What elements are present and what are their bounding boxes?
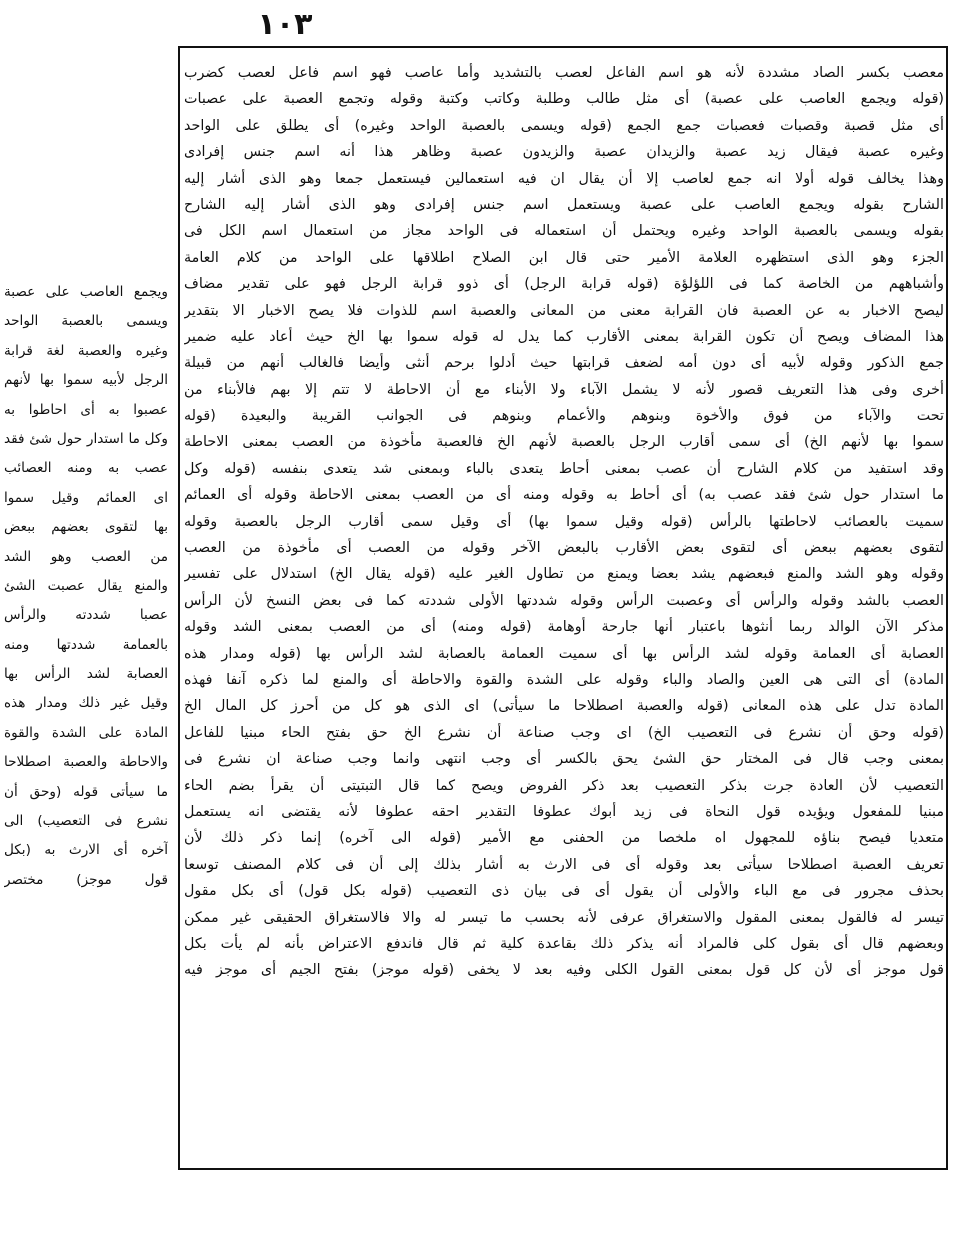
text-line: معصب بكسر الصاد مشددة لأنه هو اسم الفاعل لعصب بالتشديد وأما عاصب فهو اسم فاعل لعصب كضرب (184, 65, 944, 81)
text-line: وغيره عصبة فيقال زيد عصبة والزيدان عصبة والزيدون عصبة وظاهر هذا أنه اسم جنس إفرادى (184, 144, 944, 161)
text-line: وأشباههم من الخاصة كما فى اللؤلؤة (قوله قرابة الرجل) أى ذوو قرابة الرجل فهو على تقدير مضاف (184, 276, 944, 293)
text-line: ليصح الاخبار به عن العصبة فان القرابة معنى من المعانى والعصبة اسم للذوات فلا يصح الاخبار الا بتقدير (184, 302, 944, 319)
margin-line: ويسمى بالعصبة الواحد (4, 313, 168, 330)
text-line: قول موجز أى لأن كل قول بمعنى القول الكلى وفيه بعد لا يخفى (قوله موجز) بفتح الجيم أى موجز فيه (184, 962, 944, 979)
text-line: ما استدار حول شئ فقد عصب به) أى أحاط به وقوله ومنه أى من العصب بمعنى الاحاطة وقوله أى العمائم (184, 487, 944, 504)
margin-line: قول موجز) مختصر (4, 871, 168, 888)
margin-line: والمنع يقال عصبت الشئ (4, 577, 168, 594)
margin-matn-text (4, 278, 168, 895)
margin-line: بالعمامة شددتها ومنه (4, 636, 168, 653)
text-line: العصب بالشد وقوله والرأس أى وعصبت الرأس وقوله شددتها الأولى شددته كما فى بعض النسخ لأن الرأس (184, 592, 944, 609)
text-line: مبنيا للمفعول ويؤيده قول النحاة فى زيد أبوك عطوفا التقدير احقه عطوفا لأنه يقتضى انه يستعمل (184, 803, 944, 820)
margin-line: ما سيأتى قوله (وحق أن (4, 783, 168, 800)
margin-line: عصب به ومنه العصائب (4, 460, 168, 477)
text-line: (قوله وحق أن نشرع فى التعصيب الخ) اى وجب صناعة أن نشرع الخ حق بفتح الحاء مبنيا للفاعل (184, 724, 944, 741)
text-line: الجزء وهو الذى استظهره العلامة الأمير حتى قال ابن الصلاح اطلاقها على الواحد من كلام العامة (184, 249, 944, 266)
text-line: العصابة أى العمامة وقوله لشد الرأس بها أى سميت العمامة بالعصابة لشد الرأس بها (قوله ومدار هذه (184, 645, 944, 662)
text-line: وقوله وهو الشد والمنع فبعضهم يشد بعضا ويمنع من تطاول الغير عليه (قوله يقال الخ) استدلال على تفسير (184, 566, 944, 583)
text-line: المادة) أى التى هى العين والصاد والباء وقوله على الشدة والقوة والاحاطة أى والمنع لما ذكره آنفا فهذه (184, 671, 944, 688)
text-line: هذا المضاف ويصح أن تكون القرابة بمعنى الأقارب كما يدل له قوله سموا بها الخ حيث أعاد عليه ضمير (184, 328, 944, 345)
margin-line: وغيره والعصبة لغة قرابة (4, 342, 168, 359)
text-line: وقد استفيد من كلام الشارح أن عصب بمعنى أحاط يتعدى بالباء وبمعنى شد يتعدى بنفسه (قوله وكل (184, 460, 944, 477)
margin-line: نشرع فى التعصيب) الى (4, 813, 168, 830)
page-number: ١٠٣ (257, 7, 313, 42)
margin-line: بها لتقوى بعضهم ببعض (4, 519, 168, 536)
text-line: جمع الذكور وقوله لأبيه أى دون أمه لضعف قرابتها حيث أدلوا برحم أنثى وأيضا فالغالب أنهم من قبيلة (184, 355, 944, 372)
text-line: مذكر الآن الوالد ربما أنثوها باعتبار أنها جارحة أوهامة (قوله ومنه) أى من العصب بمعنى الشد وقوله (184, 619, 944, 636)
margin-line: الرجل لأبيه سموا بها لأنهم (4, 372, 168, 389)
text-line: المادة تدل على هذه المعانى (قوله والعصبة اصطلاحا ما سيأتى) اى الذى هو كل من أحرز كل المال الخ (184, 698, 944, 715)
text-line: لتقوى بعضهم ببعض أى لتقوى بعض الأقارب بالبعض الآخر وقوله من العصب أى مأخوذة من العصب (184, 540, 944, 557)
text-line: أى مثل قصبة وقصبات فعصبات جمع الجمع (قوله ويسمى بالعصبة الواحد وغيره) أى يطلق على الواحد (184, 117, 944, 134)
text-line: بحذف مجرور فى مع الباء والأولى أن يقول أى فى بيان ذى التعصيب (قوله بكل قول) أى بكل مقول (184, 883, 944, 900)
text-line: أخرى وفى هذا التعريف قصور لأنه لا يشمل الآباء ولا الأبناء مع أن الاحاطة لا تتم إلا بهم فالأبناء من (184, 381, 944, 398)
text-line: تعريف العصبة اصطلاحا سيأتى بعد وقوله أى فى الارث به أشار بذلك إلى أن فى كلام المصنف توسعا (184, 856, 944, 873)
margin-line: عصبا شددته والرأس (4, 607, 168, 624)
margin-line: اى العمائم وقيل سموا (4, 489, 168, 506)
text-line: الشارح بقوله ويجمع العاصب على عصبة ويستعمل اسم جنس إفرادى وهو الذى أشار إليه الشارح (184, 196, 944, 213)
text-line: سموا بها لأنهم الخ) أى سمى أقارب الرجل بالعصبة لأنهم الخ فالعصبة مأخوذة من العصب بمعنى الاحاطة (184, 434, 944, 451)
margin-line: ويجمع العاصب على عصبة (4, 284, 168, 300)
text-line: بمعنى وجب قال فى المختار حق الشئ يحق بالكسر أى وجب انتهى وانما وجب صناعة ان نشرع فى (184, 751, 944, 768)
margin-line: آخره أى الارث به (بكل (4, 842, 168, 859)
margin-line: عصبوا به أى احاطوا به (4, 401, 168, 418)
text-line: بقوله ويسمى بالعصبة الواحد وغيره ويحتمل أن استعماله فى الواحد مجاز من استعمال اسم الكل فى (184, 223, 944, 240)
margin-line: المادة على الشدة والقوة (4, 724, 168, 741)
margin-line: والاحاطة والعصبة اصطلاحا (4, 754, 168, 771)
text-line: تحت والآباء من فوق والأخوة وبنوهم والأعمام وبنوهم فى الجوانب القريبة والبعيدة (قوله (184, 408, 944, 425)
margin-line: وقيل غير ذلك ومدار هذه (4, 695, 168, 712)
text-line: (قوله ويجمع العاصب على عصبة) أى مثل طالب وطلبة وكاتب وكتبة وقوله وتجمع العصبة على عصبات (184, 91, 944, 108)
text-line: متعديا فيصح بناؤه للمجهول اه ملخصا من الحفنى مع الأمير (قوله الى آخره) إنما ذكر ذلك لأن (184, 830, 944, 847)
main-commentary (184, 60, 944, 984)
text-line: التعصيب لأن العادة جرت بذكر التعصيب بعد ذكر الفروض ويصح كما قال التبتيتى أن يقرأ بضم الحاء (184, 777, 944, 794)
text-line: تيسر له فالقول بمعنى المقول والاستغراق عرفى لأنه بحسب ما تيسر له والا فالاستغراق الحقيقى غير ممكن (184, 909, 944, 926)
text-line: وهذا يخالف قوله أولا انه جمع لعاصب إلا أن يقال ان فيه استعمالين فيستعمل جمعا وهو الذى أشار إليه (184, 170, 944, 187)
margin-line: من العصب وهو الشد (4, 548, 168, 565)
text-line: سميت بالعصائب لاحاطتها بالرأس (قوله وقيل سموا بها) أى وقيل سمى أقارب الرجل بالعصبة وقوله (184, 513, 944, 530)
text-line: وبعضهم قال أى بقول كلى فالمراد أنه يذكر ذلك بقاعدة كلية ثم قال فاندفع الاعتراض بأنه لم يأت بكل (184, 935, 944, 952)
margin-line: العصابة لشد الرأس بها (4, 666, 168, 683)
margin-line: وكل ما استدار حول شئ فقد (4, 430, 168, 447)
